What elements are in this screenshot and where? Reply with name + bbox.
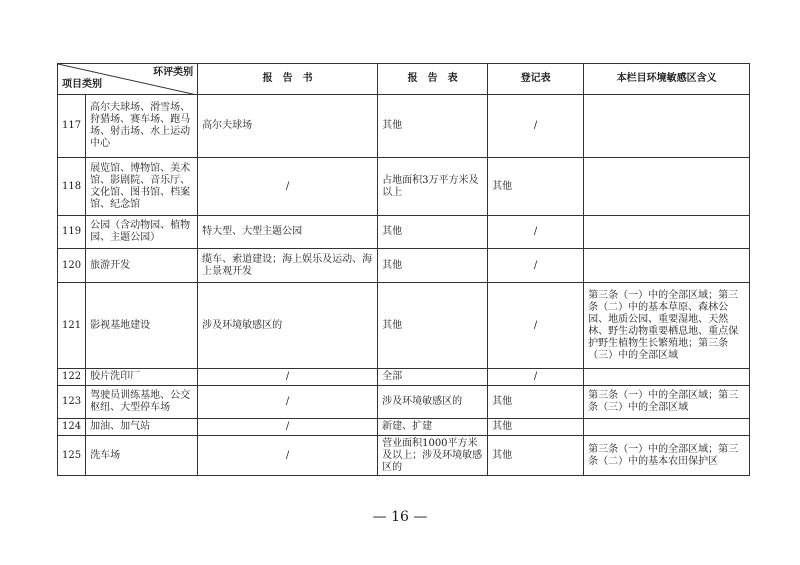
register-cell: / xyxy=(488,95,584,158)
register-cell: / xyxy=(488,369,584,386)
header-env-category: 环评类别 xyxy=(153,67,194,78)
table-row xyxy=(58,158,750,216)
header-row xyxy=(58,64,750,95)
sensitive-area-cell xyxy=(584,158,750,216)
table-row xyxy=(58,283,750,369)
register-cell: / xyxy=(488,216,584,249)
report-form-cell: 其他 xyxy=(378,249,488,283)
register-cell: 其他 xyxy=(488,419,584,436)
report-form-cell: 其他 xyxy=(378,95,488,158)
sensitive-area-cell: 第三条（一）中的全部区域；第三条（三）中的全部区域 xyxy=(584,386,750,419)
report-book-cell: 涉及环境敏感区的 xyxy=(198,283,378,369)
report-form-cell: 营业面积1000平方米及以上；涉及环境敏感区的 xyxy=(378,436,488,476)
project-name: 胶片洗印厂 xyxy=(86,369,198,386)
diagonal-header-cell xyxy=(58,64,198,95)
table-row xyxy=(58,249,750,283)
report-book-cell: 缆车、索道建设；海上娱乐及运动、海上景观开发 xyxy=(198,249,378,283)
register-cell: 其他 xyxy=(488,386,584,419)
project-name: 高尔夫球场、滑雪场、狩猎场、赛车场、跑马场、射击场、水上运动中心 xyxy=(86,95,198,158)
header-register: 登记表 xyxy=(488,64,584,95)
register-cell: / xyxy=(488,283,584,369)
sensitive-area-cell xyxy=(584,369,750,386)
report-book-cell: 高尔夫球场 xyxy=(198,95,378,158)
sensitive-area-cell xyxy=(584,249,750,283)
row-number: 120 xyxy=(58,249,86,283)
table-row xyxy=(58,216,750,249)
register-cell: 其他 xyxy=(488,158,584,216)
project-name: 公园（含动物园、植物园、主题公园） xyxy=(86,216,198,249)
report-form-cell: 全部 xyxy=(378,369,488,386)
report-book-cell: 特大型、大型主题公园 xyxy=(198,216,378,249)
row-number: 125 xyxy=(58,436,86,476)
row-number: 124 xyxy=(58,419,86,436)
register-cell: 其他 xyxy=(488,436,584,476)
report-form-cell: 占地面积3万平方米及以上 xyxy=(378,158,488,216)
project-name: 影视基地建设 xyxy=(86,283,198,369)
report-book-cell: / xyxy=(198,369,378,386)
sensitive-area-cell xyxy=(584,216,750,249)
project-name: 展览馆、博物馆、美术馆、影剧院、音乐厅、文化馆、图书馆、档案馆、纪念馆 xyxy=(86,158,198,216)
register-cell: / xyxy=(488,249,584,283)
project-name: 驾驶员训练基地、公交枢纽、大型停车场 xyxy=(86,386,198,419)
report-book-cell: / xyxy=(198,436,378,476)
project-name: 加油、加气站 xyxy=(86,419,198,436)
header-sensitive: 本栏目环境敏感区含义 xyxy=(584,64,750,95)
sensitive-area-cell: 第三条（一）中的全部区域；第三条（二）中的基本农田保护区 xyxy=(584,436,750,476)
table-row xyxy=(58,436,750,476)
page-number: — 16 — xyxy=(372,509,428,525)
row-number: 121 xyxy=(58,283,86,369)
report-form-cell: 涉及环境敏感区的 xyxy=(378,386,488,419)
header-report-form: 报 告 表 xyxy=(378,64,488,95)
header-project-category: 项目类别 xyxy=(62,79,102,90)
sensitive-area-cell xyxy=(584,95,750,158)
report-book-cell: / xyxy=(198,419,378,436)
sensitive-area-cell: 第三条（一）中的全部区域；第三条（二）中的基本草原、森林公园、地质公园、重要湿地、天然林、野生动物重要栖息地、重点保护野生植物生长繁殖地；第三条（三）中的全部区域 xyxy=(584,283,750,369)
row-number: 123 xyxy=(58,386,86,419)
report-form-cell: 其他 xyxy=(378,216,488,249)
sensitive-area-cell xyxy=(584,419,750,436)
row-number: 117 xyxy=(58,95,86,158)
header-report-book: 报 告 书 xyxy=(198,64,378,95)
table-row xyxy=(58,386,750,419)
classification-table xyxy=(57,63,750,476)
project-name: 洗车场 xyxy=(86,436,198,476)
report-form-cell: 新建、扩建 xyxy=(378,419,488,436)
row-number: 119 xyxy=(58,216,86,249)
report-book-cell: / xyxy=(198,158,378,216)
table-row xyxy=(58,369,750,386)
table-row xyxy=(58,419,750,436)
row-number: 122 xyxy=(58,369,86,386)
table-row xyxy=(58,95,750,158)
project-name: 旅游开发 xyxy=(86,249,198,283)
report-book-cell: / xyxy=(198,386,378,419)
report-form-cell: 其他 xyxy=(378,283,488,369)
row-number: 118 xyxy=(58,158,86,216)
